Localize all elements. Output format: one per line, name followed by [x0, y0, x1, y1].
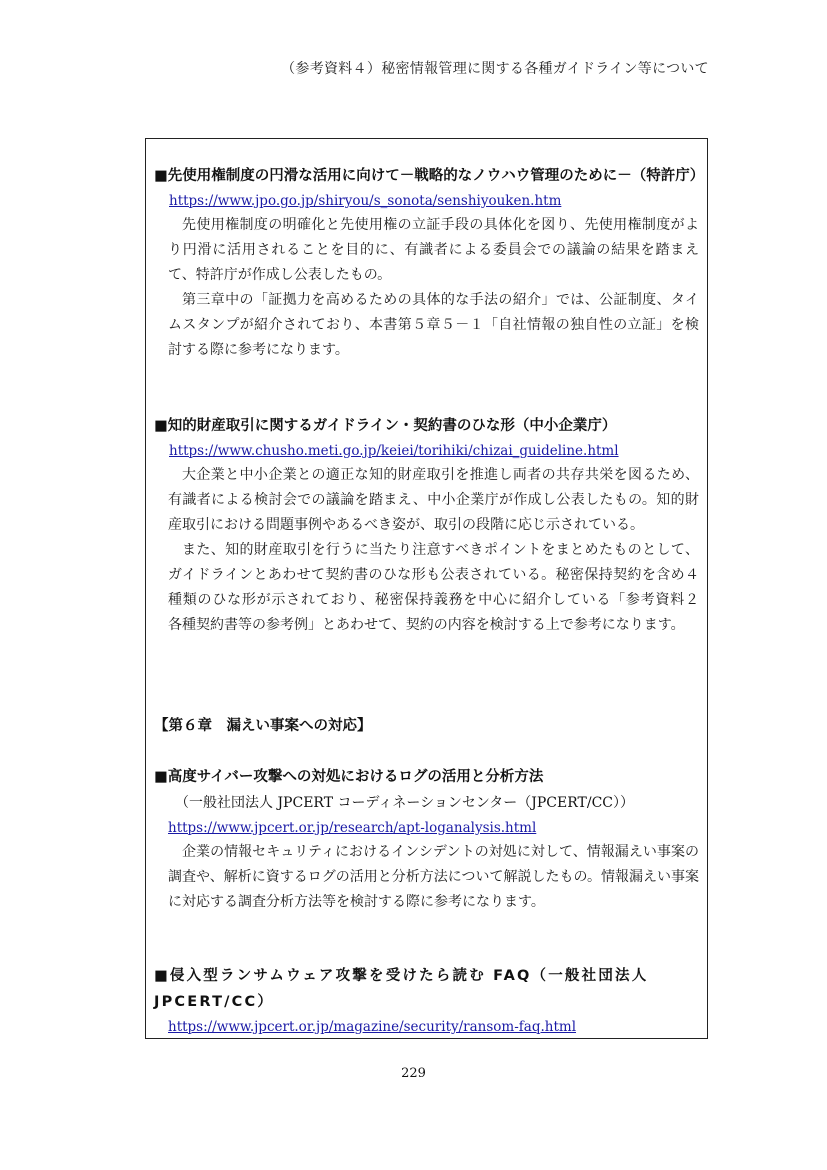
entry-paragraph: 企業の情報セキュリティにおけるインシデントの対処に対して、情報漏えい事案の調査や、解析に資するログの活用と分析方法について解説したもの。情報漏えい事案に対応する調査分析方法等を検討する際に参考になります。 — [168, 844, 699, 910]
entry-title: ■先使用権制度の円滑な活用に向けて－戦略的なノウハウ管理のために－（特許庁） — [154, 168, 705, 184]
entry-organization: （一般社団法人 JPCERT コーディネーションセンター（JPCERT/CC）） — [175, 795, 634, 811]
entry-cyber-log-analysis — [154, 764, 699, 915]
page-number: 229 — [401, 1066, 426, 1081]
chapter-heading: 【第６章 漏えい事案への対応】 — [154, 718, 372, 734]
chapter-6-heading-block — [154, 713, 699, 739]
entry-title: ■高度サイバー攻撃への対処におけるログの活用と分析方法 — [154, 769, 544, 785]
reference-box — [145, 138, 713, 1039]
entry-paragraph: 第三章中の「証拠力を高めるための具体的な手法の紹介」では、公証制度、タイムスタンプが紹介されており、本書第５章５－１「自社情報の独自性の立証」を検討する際に参考になります。 — [168, 292, 699, 358]
running-header: （参考資料４）秘密情報管理に関する各種ガイドライン等について — [281, 61, 709, 77]
entry-link[interactable]: https://www.chusho.meti.go.jp/keiei/torihiki/chizai_guideline.html — [169, 443, 619, 459]
entry-ip-transaction-guideline — [154, 413, 713, 638]
entry-title: ■侵入型ランサムウェア攻撃を受けたら読む FAQ（一般社団法人 JPCERT/CC） — [154, 968, 649, 1010]
entry-prior-user-rights — [154, 163, 705, 363]
entry-paragraph: また、知的財産取引を行うに当たり注意すべきポイントをまとめたものとして、ガイドラインとあわせて契約書のひな形も公表されている。秘密保持契約を含め４種類のひな形が示されており、秘密保持義務を中心に紹介している「参考資料２ 各種契約書等の参考例」とあわせて、契約の内容を検討する上で参考になります。 — [168, 542, 713, 633]
entry-paragraph: 先使用権制度の明確化と先使用権の立証手段の具体化を図り、先使用権制度がより円滑に活用されることを目的に、有識者による委員会での議論の結果を踏まえて、特許庁が作成し公表したもの。 — [168, 217, 699, 283]
entry-ransomware-faq — [154, 963, 699, 1039]
entry-title: ■知的財産取引に関するガイドライン・契約書のひな形（中小企業庁） — [154, 418, 617, 434]
entry-link[interactable]: https://www.jpcert.or.jp/research/apt-loganalysis.html — [168, 820, 537, 836]
entry-link[interactable]: https://www.jpo.go.jp/shiryou/s_sonota/senshiyouken.htm — [169, 193, 562, 209]
entry-link[interactable]: https://www.jpcert.or.jp/magazine/security/ransom-faq.html — [168, 1019, 577, 1035]
entry-paragraph: 大企業と中小企業との適正な知的財産取引を推進し両者の共存共栄を図るため、有識者による検討会での議論を踏まえ、中小企業庁が作成し公表したもの。知的財産取引における問題事例やあるべき姿が、取引の段階に応じ示されている。 — [168, 467, 699, 533]
